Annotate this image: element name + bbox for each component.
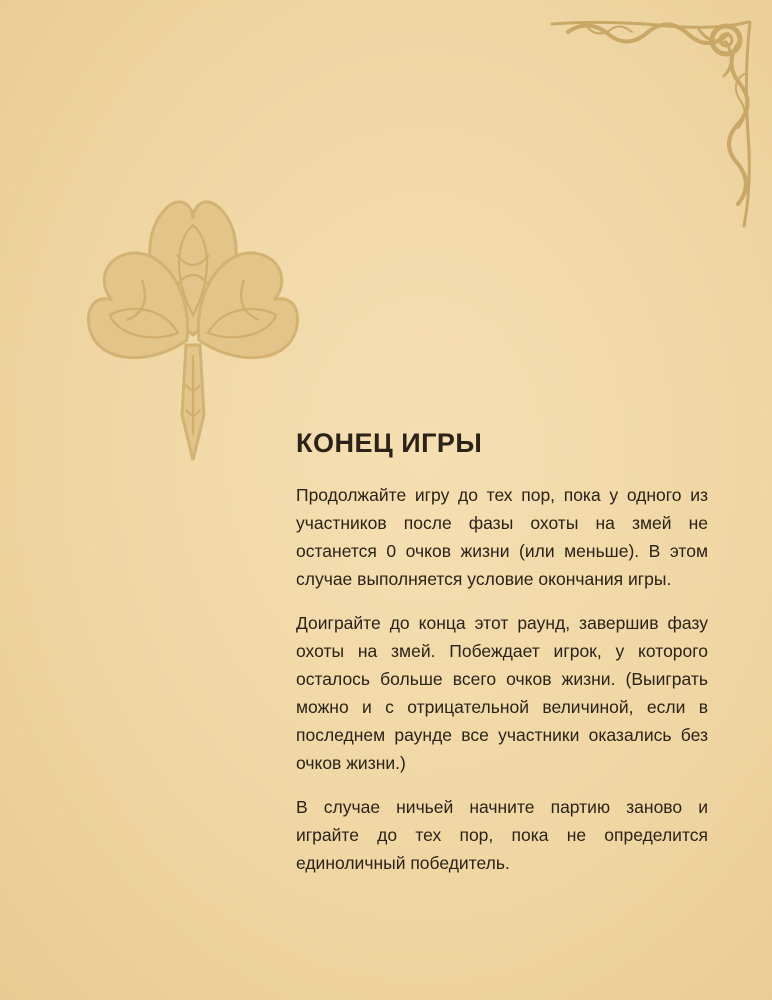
paragraph-2: Доиграйте до конца этот раунд, завершив фазу охоты на змей. Побеждает игрок, у которого осталось больше всего очков жизни. (Выиграть можно и с отрицательной величиной, если в последнем раунде все участники оказались без очков жизни.) xyxy=(296,613,708,773)
section-title: КОНЕЦ ИГРЫ xyxy=(296,428,483,458)
celtic-shamrock-icon xyxy=(82,185,304,465)
celtic-knot-corner-icon xyxy=(548,14,758,229)
paragraph-3: В случае ничьей начните партию заново и играйте до тех пор, пока не определится единоличный победитель. xyxy=(296,797,708,873)
paragraph-1: Продолжайте игру до тех пор, пока у одного из участников после фазы охоты на змей не останется 0 очков жизни (или меньше). В этом случае выполняется условие окончания игры. xyxy=(296,485,708,589)
rules-section xyxy=(296,425,708,893)
